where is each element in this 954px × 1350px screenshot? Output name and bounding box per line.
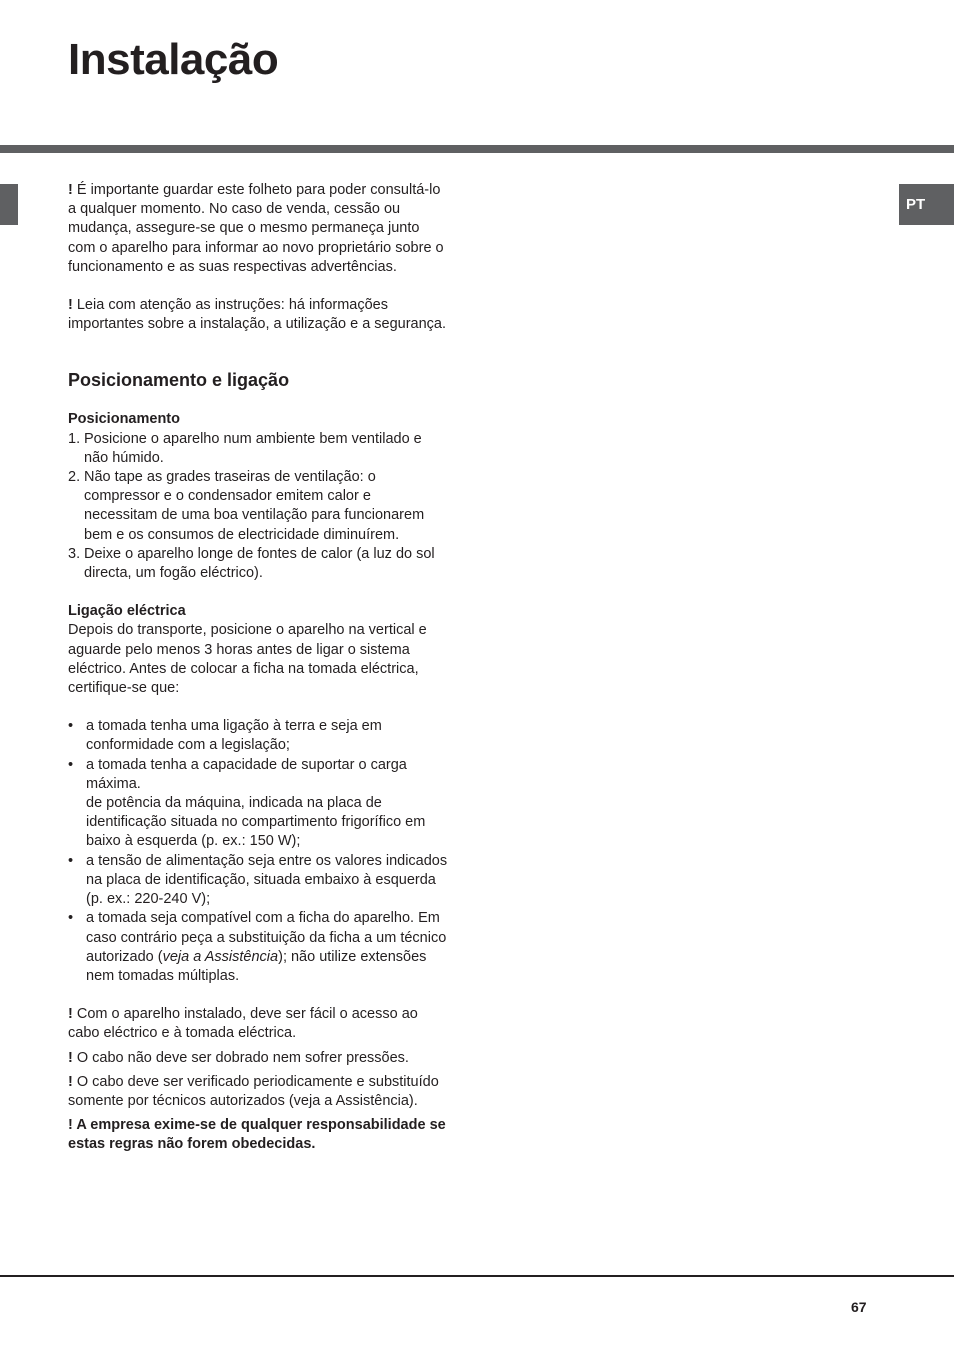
liability-note	[68, 1116, 448, 1154]
bullet: •	[68, 910, 74, 927]
cable-note-2	[68, 1049, 448, 1068]
list-item	[68, 909, 448, 986]
warning-mark: !	[68, 1073, 73, 1090]
warning-mark: !	[68, 1049, 73, 1066]
page-number: 67	[851, 1299, 867, 1315]
list-number: 2.	[68, 469, 81, 486]
page-title: Instalação	[68, 35, 279, 84]
list-item-text: Posicione o aparelho num ambiente bem ventilado e não húmido.	[84, 430, 422, 466]
list-item-text: a tomada tenha a capacidade de suportar o carga máxima.	[86, 756, 407, 792]
bullet: •	[68, 756, 74, 773]
footer-rule	[0, 1275, 954, 1277]
liability-note-text: A empresa exime-se de qualquer responsabilidade se estas regras não forem obedecidas.	[68, 1117, 446, 1153]
note-text: O cabo não deve ser dobrado nem sofrer pressões.	[72, 1049, 409, 1066]
intro-note-1-text: É importante guardar este folheto para poder consultá-lo a qualquer momento. No caso de venda, cessão ou mudança, assegure-se que o mesmo permaneça junto com o aparelho para informar ao novo proprietário sobre o funcionamento e as suas respectivas advertências.	[68, 182, 444, 275]
list-item-text: Não tape as grades traseiras de ventilação: o compressor e o condensador emitem calor e necessitam de uma boa ventilação para funcionarem bem e os consumos de electricidade diminuírem.	[84, 469, 425, 543]
bullet: •	[68, 718, 74, 735]
intro-note-2	[68, 296, 448, 334]
list-item	[68, 852, 448, 910]
warning-mark: !	[68, 297, 73, 314]
warning-mark: !	[68, 182, 73, 198]
list-item-text-continued: de potência da máquina, indicada na placa de identificação situada no compartimento frigorífico em baixo à esquerda (p. ex.: 150 W);	[86, 795, 426, 850]
list-item	[68, 430, 448, 468]
intro-note-1	[68, 181, 448, 277]
note-text: Com o aparelho instalado, deve ser fácil o acesso ao cabo eléctrico e à tomada eléctrica.	[68, 1006, 418, 1042]
list-number: 1.	[68, 430, 81, 447]
side-marker	[0, 184, 18, 225]
intro-note-2-text: Leia com atenção as instruções: há informações importantes sobre a instalação, a utilização e a segurança.	[68, 297, 447, 333]
electrical-checklist	[68, 717, 448, 986]
bullet: •	[68, 852, 74, 869]
electrical-title: Ligação eléctrica	[68, 603, 186, 620]
list-item	[68, 717, 448, 755]
list-item-text-end: ); não utilize extensões nem tomadas múltiplas.	[86, 948, 427, 984]
positioning-title: Posicionamento	[68, 411, 180, 428]
list-item-text: a tomada seja compatível com a ficha do aparelho. Em caso contrário peça a substituição da ficha a um técnico autorizado (	[86, 910, 447, 965]
language-tab: PT	[899, 184, 954, 225]
warning-mark: !	[68, 1006, 73, 1023]
cable-note-1	[68, 1005, 448, 1043]
list-item-text: Deixe o aparelho longe de fontes de calor (a luz do sol directa, um fogão eléctrico).	[84, 545, 435, 582]
cable-note-3	[68, 1073, 448, 1111]
warning-mark: !	[68, 1117, 73, 1134]
positioning-list	[68, 430, 448, 584]
list-item	[68, 756, 448, 852]
header-rule	[0, 145, 954, 153]
note-text: O cabo deve ser verificado periodicamente e substituído somente por técnicos autorizados (veja a Assistência).	[68, 1073, 439, 1109]
list-item	[68, 468, 448, 545]
list-item	[68, 545, 448, 583]
section-title: Posicionamento e ligação	[68, 370, 290, 391]
list-number: 3.	[68, 545, 81, 562]
list-item-text: a tensão de alimentação seja entre os valores indicados na placa de identificação, situada embaixo à esquerda (p. ex.: 220-240 V);	[86, 852, 448, 908]
electrical-intro: Depois do transporte, posicione o aparelho na vertical e aguarde pelo menos 3 horas antes de ligar o sistema eléctrico. Antes de colocar a ficha na tomada eléctrica, certifique-se que:	[68, 622, 427, 697]
assistance-reference: veja a Assistência	[162, 948, 279, 965]
content-column	[68, 181, 448, 1155]
list-item-text: a tomada tenha uma ligação à terra e seja em conformidade com a legislação;	[86, 718, 382, 754]
